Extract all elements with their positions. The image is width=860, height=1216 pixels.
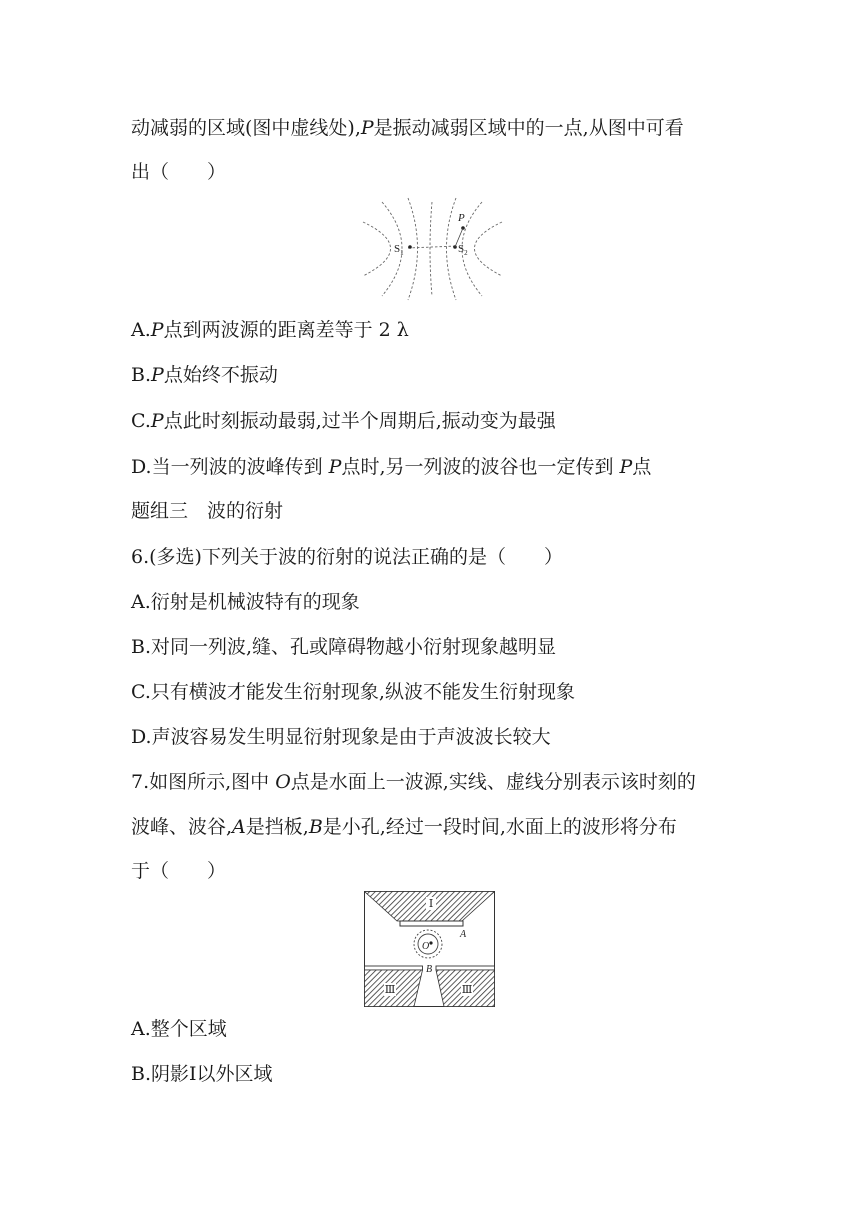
q5-option-d — [131, 455, 651, 479]
label-s1 — [394, 243, 404, 257]
q7-option-b: B.阴影Ⅰ以外区域 — [131, 1063, 273, 1085]
option-var: P — [150, 410, 164, 432]
label-s2-sub: 2 — [464, 249, 468, 257]
q6-option-d: D.声波容易发生明显衍射现象是由于声波波长较大 — [131, 726, 551, 748]
q6-stem: 6.(多选)下列关于波的衍射的说法正确的是（ ） — [131, 546, 563, 568]
q6-option-a: A.衍射是机械波特有的现象 — [131, 591, 360, 613]
q5-stem-line1 — [131, 116, 684, 140]
barrier-a — [400, 921, 463, 926]
region-iii-right-label: Ⅲ — [461, 984, 473, 996]
q5-option-a — [131, 318, 409, 342]
q7-var-a: A — [232, 816, 246, 838]
interference-curve — [408, 198, 418, 300]
label-b: B — [426, 964, 433, 975]
source-s1-dot — [408, 245, 412, 249]
q7-stem-text: 7.如图所示,图中 — [131, 771, 276, 793]
q5-option-c — [131, 409, 556, 433]
wall-left — [365, 966, 423, 970]
option-prefix: A. — [131, 319, 151, 341]
option-text: 点到两波源的距离差等于 2 λ — [163, 319, 409, 341]
interference-curve — [475, 222, 503, 276]
q5-var-p: P — [360, 117, 374, 139]
source-axis — [408, 246, 457, 248]
option-var: P — [150, 319, 164, 341]
label-s1-main: S — [394, 243, 401, 255]
option-var: P — [151, 364, 164, 386]
q7-option-a: A.整个区域 — [131, 1018, 227, 1040]
q7-stem-line3: 于（ ） — [131, 860, 227, 882]
q7-stem-text-5: 是小孔,经过一段时间,水面上的波形将分布 — [322, 816, 677, 838]
q5-stem-line2: 出（ ） — [131, 161, 227, 183]
option-prefix: B. — [131, 364, 152, 386]
option-prefix: C. — [131, 410, 151, 432]
q7-var-o: O — [275, 771, 291, 793]
source-o-dot — [429, 941, 432, 944]
interference-curve — [363, 222, 391, 276]
interference-curve — [430, 202, 432, 296]
section-title: 题组三 波的衍射 — [131, 500, 284, 522]
option-text-2: 点 — [632, 456, 652, 478]
region-i-label: Ⅰ — [428, 898, 434, 910]
q5-stem-text-2: 是振动减弱区域中的一点,从图中可看 — [373, 117, 684, 139]
q7-var-b: B — [308, 816, 323, 838]
label-s2-main: S — [458, 243, 465, 255]
label-a: A — [460, 929, 467, 940]
q7-stem-line2 — [131, 815, 677, 839]
option-prefix: D.当一列波的波峰传到 — [131, 456, 329, 478]
label-s2 — [458, 243, 468, 257]
label-s1-sub: 1 — [400, 249, 404, 257]
option-text: 点此时刻振动最弱,过半个周期后,振动变为最强 — [163, 410, 556, 432]
q7-stem-text-4: 是挡板, — [245, 816, 309, 838]
label-p: P — [458, 212, 465, 224]
interference-figure — [360, 196, 505, 302]
diffraction-figure — [364, 891, 495, 1007]
region-iii-left-label: Ⅲ — [384, 984, 396, 996]
interference-curve — [447, 198, 457, 300]
option-text: 点时,另一列波的波谷也一定传到 — [341, 456, 614, 478]
q7-stem-text-2: 点是水面上一波源,实线、虚线分别表示该时刻的 — [290, 771, 696, 793]
q5-stem-text: 动减弱的区域(图中虚线处), — [131, 117, 361, 139]
option-var: P — [328, 456, 342, 478]
label-o: O — [422, 941, 430, 952]
q5-option-b — [131, 363, 278, 387]
option-text: 点始终不振动 — [163, 364, 278, 386]
q6-option-b: B.对同一列波,缝、孔或障碍物越小衍射现象越明显 — [131, 636, 557, 658]
q7-stem-line1 — [131, 770, 696, 794]
q6-option-c: C.只有横波才能发生衍射现象,纵波不能发生衍射现象 — [131, 681, 575, 703]
option-var-2: P — [619, 456, 633, 478]
wall-right — [436, 966, 495, 970]
q7-stem-text-3: 波峰、波谷, — [131, 816, 233, 838]
